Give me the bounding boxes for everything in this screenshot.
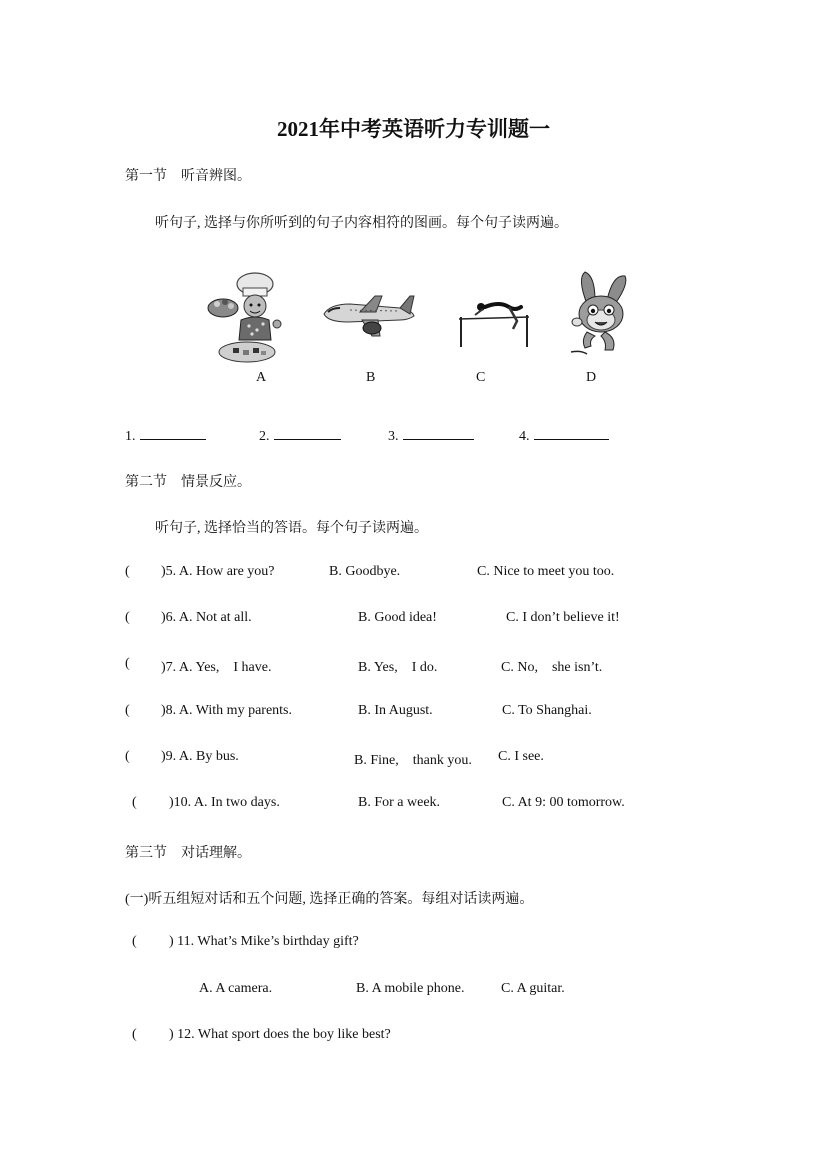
question-5-option-b: B. Goodbye. xyxy=(329,564,401,579)
answer-line[interactable] xyxy=(534,425,609,440)
question-7-option-c: C. No, she isn’t. xyxy=(501,660,603,675)
section2-instruction: 听句子, 选择恰当的答语。每个句子读两遍。 xyxy=(155,521,428,536)
answer-paren-5[interactable]: ( xyxy=(125,564,130,579)
blank-number: 3. xyxy=(388,429,399,444)
question-11-option-b: B. A mobile phone. xyxy=(356,981,465,996)
question-9-option-c: C. I see. xyxy=(498,749,544,764)
high-jump-picture xyxy=(455,295,535,350)
question-10-option-a: )10. A. In two days. xyxy=(169,795,280,810)
blank-number: 2. xyxy=(259,429,270,444)
question-12-stem: ) 12. What sport does the boy like best? xyxy=(169,1027,391,1042)
question-8-option-a: )8. A. With my parents. xyxy=(161,703,292,718)
blank-number: 1. xyxy=(125,429,136,444)
page-title: 2021年中考英语听力专训题一 xyxy=(277,117,550,141)
section3-instruction: (一)听五组短对话和五个问题, 选择正确的答案。每组对话读两遍。 xyxy=(125,892,534,907)
picture-label-c: C xyxy=(476,370,486,385)
answer-paren-7[interactable]: ( xyxy=(125,656,130,671)
picture-label-a: A xyxy=(256,370,267,385)
question-6-option-b: B. Good idea! xyxy=(358,610,437,625)
picture-label-b: B xyxy=(366,370,376,385)
picture-label-d: D xyxy=(586,370,597,385)
answer-paren-10[interactable]: ( xyxy=(132,795,137,810)
airplane-picture xyxy=(320,290,416,340)
chef-with-food-picture xyxy=(205,270,285,365)
question-6-option-a: )6. A. Not at all. xyxy=(161,610,252,625)
section1-instruction: 听句子, 选择与你所听到的句子内容相符的图画。每个句子读两遍。 xyxy=(155,216,568,231)
answer-blank-3[interactable] xyxy=(388,425,474,445)
section3-heading: 第三节 对话理解。 xyxy=(125,846,251,861)
answer-paren-11[interactable]: ( xyxy=(132,934,137,949)
answer-blank-1[interactable] xyxy=(125,425,206,445)
question-11-option-c: C. A guitar. xyxy=(501,981,565,996)
question-9-option-b: B. Fine, thank you. xyxy=(354,753,472,768)
question-5-option-c: C. Nice to meet you too. xyxy=(477,564,615,579)
question-11-option-a: A. A camera. xyxy=(199,981,273,996)
question-9-option-a: )9. A. By bus. xyxy=(161,749,239,764)
section2-heading: 第二节 情景反应。 xyxy=(125,475,251,490)
blank-number: 4. xyxy=(519,429,530,444)
answer-blank-4[interactable] xyxy=(519,425,609,445)
answer-paren-12[interactable]: ( xyxy=(132,1027,137,1042)
question-5-option-a: )5. A. How are you? xyxy=(161,564,275,579)
question-8-option-b: B. In August. xyxy=(358,703,433,718)
question-10-option-c: C. At 9: 00 tomorrow. xyxy=(502,795,625,810)
question-7-option-a: )7. A. Yes, I have. xyxy=(161,660,272,675)
answer-line[interactable] xyxy=(274,425,341,440)
answer-line[interactable] xyxy=(140,425,206,440)
answer-line[interactable] xyxy=(403,425,474,440)
answer-blank-2[interactable] xyxy=(259,425,341,445)
question-8-option-c: C. To Shanghai. xyxy=(502,703,592,718)
section1-heading: 第一节 听音辨图。 xyxy=(125,169,251,184)
answer-paren-6[interactable]: ( xyxy=(125,610,130,625)
question-11-stem: ) 11. What’s Mike’s birthday gift? xyxy=(169,934,359,949)
cartoon-rabbit-picture xyxy=(565,270,635,358)
question-6-option-c: C. I don’t believe it! xyxy=(506,610,620,625)
answer-paren-9[interactable]: ( xyxy=(125,749,130,764)
answer-paren-8[interactable]: ( xyxy=(125,703,130,718)
question-7-option-b: B. Yes, I do. xyxy=(358,660,438,675)
question-10-option-b: B. For a week. xyxy=(358,795,441,810)
